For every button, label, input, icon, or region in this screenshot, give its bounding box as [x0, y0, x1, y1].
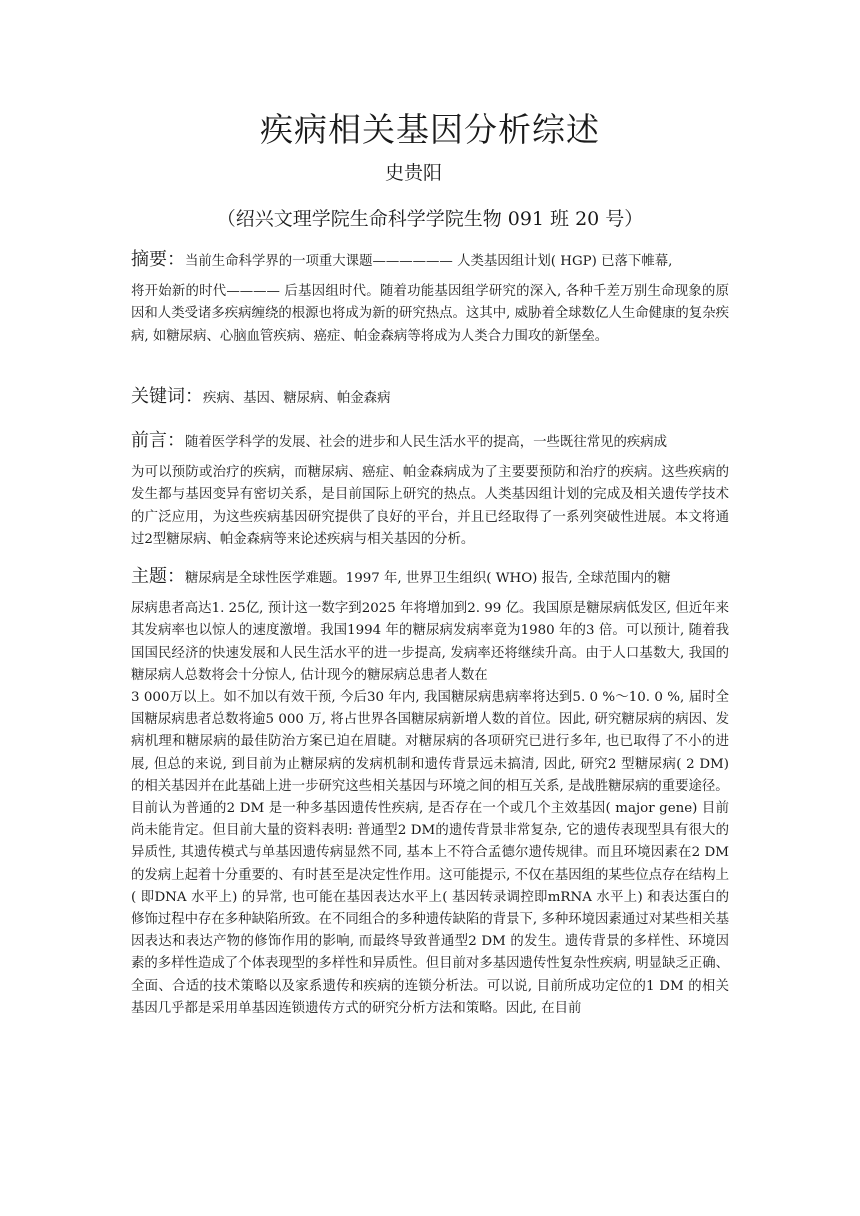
document-title: 疾病相关基因分析综述 [260, 110, 600, 149]
keywords-line [131, 386, 729, 410]
abstract-text: 将开始新的时代———— 后基因组时代。随着功能基因组学研究的深入, 各种千差万别生命现象的原因和人类受诸多疾病缠绕的根源也将成为新的研究热点。这其中, 威胁着全球数亿人生命健康的复杂疾病, 如糖尿病、心脑血管疾病、癌症、帕金森病等将成为人类合力围攻的新堡垒。 [131, 284, 729, 344]
preface-first-line-text: 随着医学科学的发展、社会的进步和人民生活水平的提高，一些既往常见的疾病成 [185, 435, 668, 450]
abstract-section [131, 249, 729, 348]
topic-text: 尿病患者高达1. 25亿, 预计这一数字到2025 年将增加到2. 99 亿。我国原是糖尿病低发区, 但近年来其发病率也以惊人的速度激增。我国1994 年的糖尿病发病率竟为1980 年的3 倍。可以预计, 随着我国国民经济的快速发展和人民生活水平的进一步提高, 发病率还将继续升高。由于人口基数大, 我国的糖尿病人总数将会十分惊人, 估计现今的糖尿病总患者人数在 [131, 601, 729, 683]
abstract-heading: 摘要： [131, 249, 185, 270]
preface-first-line [131, 430, 729, 454]
author-affiliation: （绍兴文理学院生命科学学院生物 091 班 20 号） [216, 208, 644, 230]
keywords-text: 疾病、基因、糖尿病、帕金森病 [203, 391, 391, 406]
abstract-first-line-text: 当前生命科学界的一项重大课题—————— 人类基因组计划( HGP) 已落下帷幕, [185, 254, 673, 269]
preface-section [131, 430, 729, 551]
topic-first-line [131, 566, 729, 590]
topic-heading: 主题： [131, 566, 185, 587]
topic-paragraph-3: 目前认为普通的2 DM 是一种多基因遗传性疾病, 是否存在一个或几个主效基因( major gene) 目前尚未能肯定。但目前大量的资料表明: 普通型2 DM的遗传背景非常复杂, 它的遗传表现型具有很大的异质性, 其遗传模式与单基因遗传病显然不同, 基本上不符合孟德尔遗传规律。而且环境因素在2 DM的发病上起着十分重要的、有时甚至是决定性作用。这可能提示, 不仅在基因组的某些位点存在结构上( 即DNA 水平上) 的异常, 也可能在基因表达水平上( 基因转录调控即mRNA 水平上) 和表达蛋白的修饰过程中存在多种缺陷所致。在不同组合的多种遗传缺陷的背景下, 多种环境因素通过对某些相关基因表达和表达产物的修饰作用的影响, 而最终导致普通型2 DM 的发生。遗传背景的多样性、环境因素的多样性造成了个体表现型的多样性和异质性。但目前对多基因遗传性复杂性疾病, 明显缺乏正确、全面、合适的技术策略以及家系遗传和疾病的连锁分析法。可以说, 目前所成功定位的1 DM 的相关基因几乎都是采用单基因连锁遗传方式的研究分析方法和策略。因此, 在目前 [131, 801, 729, 1016]
topic-paragraph-2: 3 000万以上。如不加以有效干预, 今后30 年内, 我国糖尿病患病率将达到5. 0 %～10. 0 %, 届时全国糖尿病患者总数将逾5 000 万, 将占世界各国糖尿病新增人数的首位。因此, 研究糖尿病的病因、发病机理和糖尿病的最佳防治方案已迫在眉睫。对糖尿病的各项研究已进行多年, 也已取得了不小的进展, 但总的来说, 到目前为止糖尿病的发病机制和遗传背景远未搞清, 因此, 研究2 型糖尿病( 2 DM) 的相关基因并在此基础上进一步研究这些相关基因与环境之间的相互关系, 是战胜糖尿病的重要途径。 [131, 690, 729, 794]
preface-heading: 前言： [131, 430, 185, 451]
topic-first-line-text: 糖尿病是全球性医学难题。1997 年, 世界卫生组织( WHO) 报告, 全球范围内的糖 [185, 571, 671, 586]
abstract-first-line [131, 249, 729, 273]
keywords-section [131, 386, 729, 410]
preface-text: 为可以预防或治疗的疾病，而糖尿病、癌症、帕金森病成为了主要要预防和治疗的疾病。这些疾病的发生都与基因变异有密切关系，是目前国际上研究的热点。人类基因组计划的完成及相关遗传学技术的广泛应用，为这些疾病基因研究提供了良好的平台，并且已经取得了一系列突破性进展。本文将通过2型糖尿病、帕金森病等来论述疾病与相关基因的分析。 [131, 465, 729, 547]
author-name: 史贵阳 [385, 162, 443, 184]
keywords-heading: 关键词： [131, 386, 203, 407]
topic-section [131, 566, 729, 1020]
